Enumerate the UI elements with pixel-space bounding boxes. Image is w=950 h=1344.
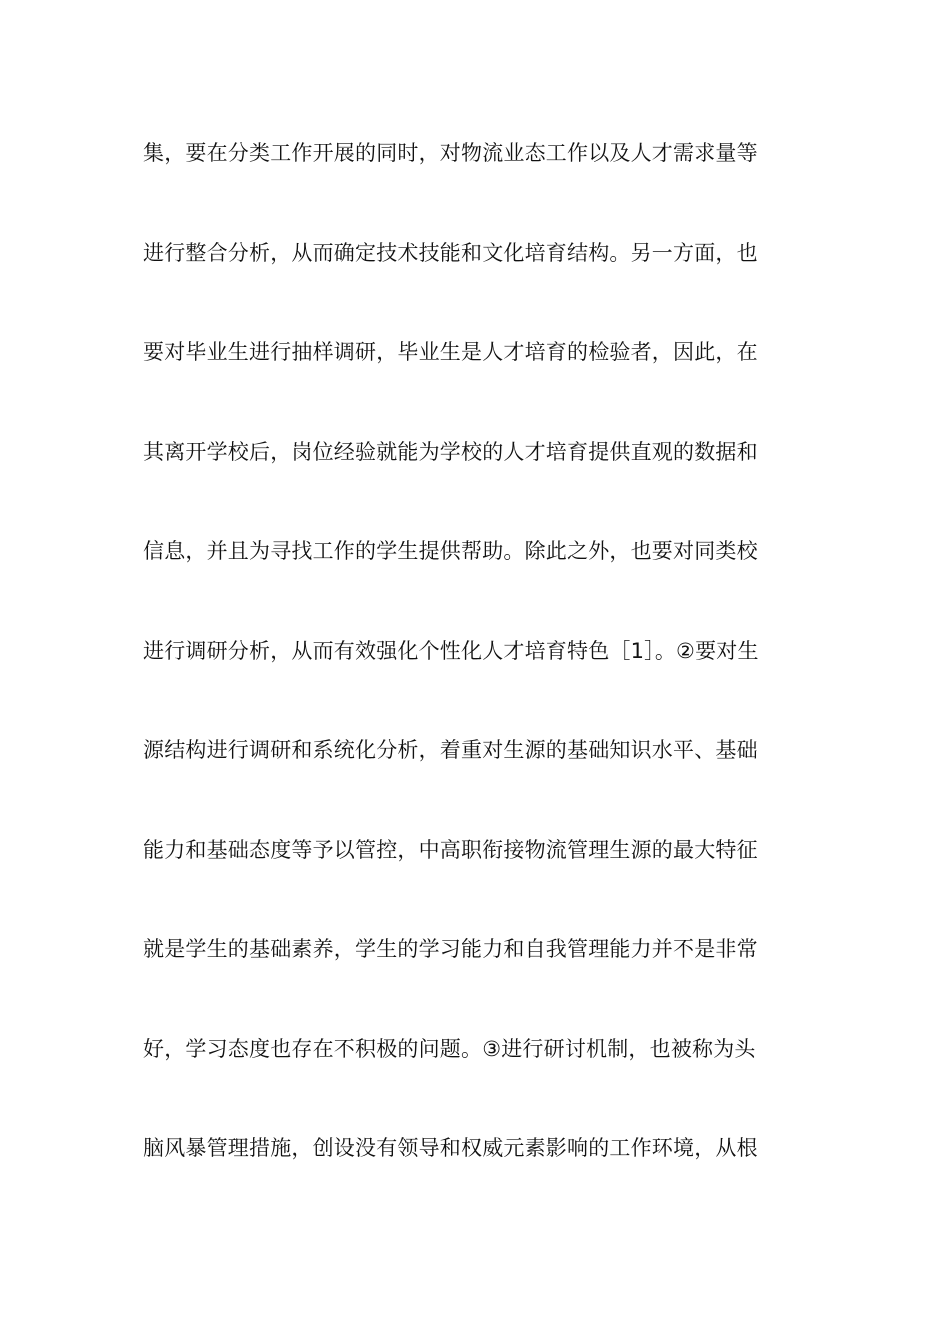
- text-line: 脑风暴管理措施，创设没有领导和权威元素影响的工作环境，从根: [143, 1136, 758, 1160]
- text-line: 能力和基础态度等予以管控，中高职衔接物流管理生源的最大特征: [143, 837, 758, 862]
- text-line: 信息，并且为寻找工作的学生提供帮助。除此之外，也要对同类校: [143, 539, 758, 563]
- text-line: 其离开学校后，岗位经验就能为学校的人才培育提供直观的数据和: [143, 439, 758, 464]
- text-line: 集，要在分类工作开展的同时，对物流业态工作以及人才需求量等: [143, 141, 758, 165]
- body-text: [143, 133, 813, 1228]
- text-line: 好，学习态度也存在不积极的问题。③进行研讨机制，也被称为头: [143, 1036, 756, 1061]
- text-line: 要对毕业生进行抽样调研，毕业生是人才培育的检验者，因此，在: [143, 340, 758, 364]
- text-line: 进行调研分析，从而有效强化个性化人才培育特色［1］。②要对生: [143, 638, 759, 663]
- text-line: 就是学生的基础素养，学生的学习能力和自我管理能力并不是非常: [143, 937, 758, 961]
- text-line: 源结构进行调研和系统化分析，着重对生源的基础知识水平、基础: [143, 738, 758, 762]
- text-line: 进行整合分析，从而确定技术技能和文化培育结构。另一方面，也: [143, 240, 758, 265]
